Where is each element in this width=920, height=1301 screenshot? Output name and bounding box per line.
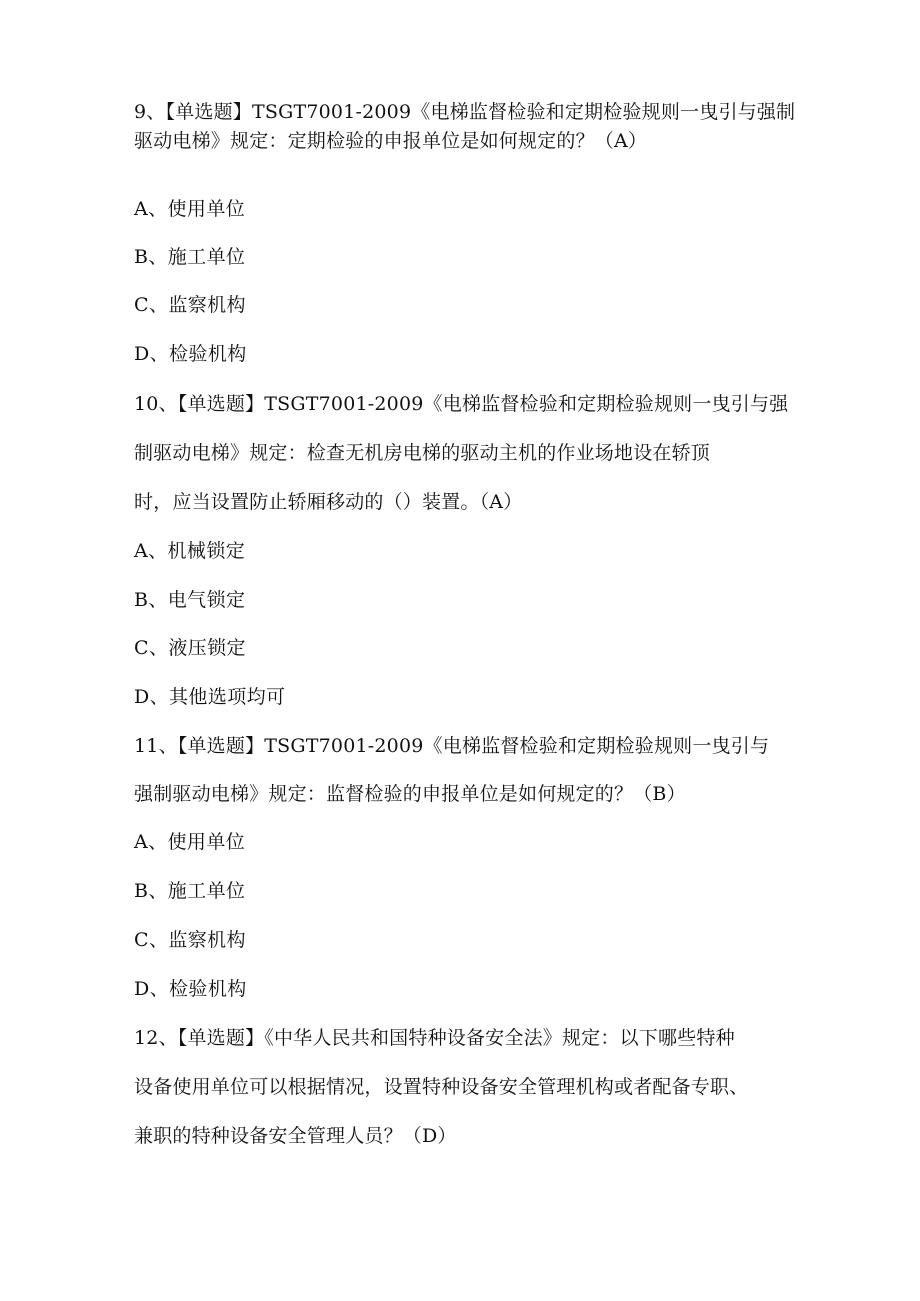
question-9-option-b: B、施工单位: [134, 246, 246, 268]
question-11-option-d: D、检验机构: [134, 978, 247, 1000]
question-9-option-a: A、使用单位: [134, 198, 246, 220]
question-10-option-c: C、液压锁定: [134, 637, 246, 659]
question-10-option-d: D、其他选项均可: [134, 686, 286, 708]
question-10-stem-line-3: 时，应当设置防止轿厢移动的（）装置。（A）: [134, 491, 523, 513]
question-11-option-c: C、监察机构: [134, 929, 246, 951]
question-10-option-a: A、机械锁定: [134, 540, 246, 562]
question-12-stem-line-3: 兼职的特种设备安全管理人员？（D）: [134, 1125, 457, 1147]
question-9-option-c: C、监察机构: [134, 294, 246, 316]
question-11-stem-line-2: 强制驱动电梯》规定：监督检验的申报单位是如何规定的？（B）: [134, 783, 686, 805]
question-12-stem-line-1: 12、【单选题】《中华人民共和国特种设备安全法》规定：以下哪些特种: [134, 1027, 735, 1049]
question-11-option-a: A、使用单位: [134, 831, 246, 853]
question-10-option-b: B、电气锁定: [134, 589, 246, 611]
question-9-option-d: D、检验机构: [134, 343, 247, 365]
question-11-option-b: B、施工单位: [134, 880, 246, 902]
question-9-stem-line-2: 驱动电梯》规定：定期检验的申报单位是如何规定的？（A）: [134, 130, 648, 152]
question-12-stem-line-2: 设备使用单位可以根据情况，设置特种设备安全管理机构或者配备专职、: [134, 1076, 749, 1098]
question-9-stem-line-1: 9、【单选题】TSGT7001-2009《电梯监督检验和定期检验规则一曳引与强制: [134, 101, 796, 123]
question-10-stem-line-1: 10、【单选题】TSGT7001-2009《电梯监督检验和定期检验规则一曳引与强: [134, 393, 789, 415]
question-11-stem-line-1: 11、【单选题】TSGT7001-2009《电梯监督检验和定期检验规则一曳引与: [134, 735, 770, 757]
question-10-stem-line-2: 制驱动电梯》规定：检查无机房电梯的驱动主机的作业场地设在轿顶: [134, 442, 711, 464]
